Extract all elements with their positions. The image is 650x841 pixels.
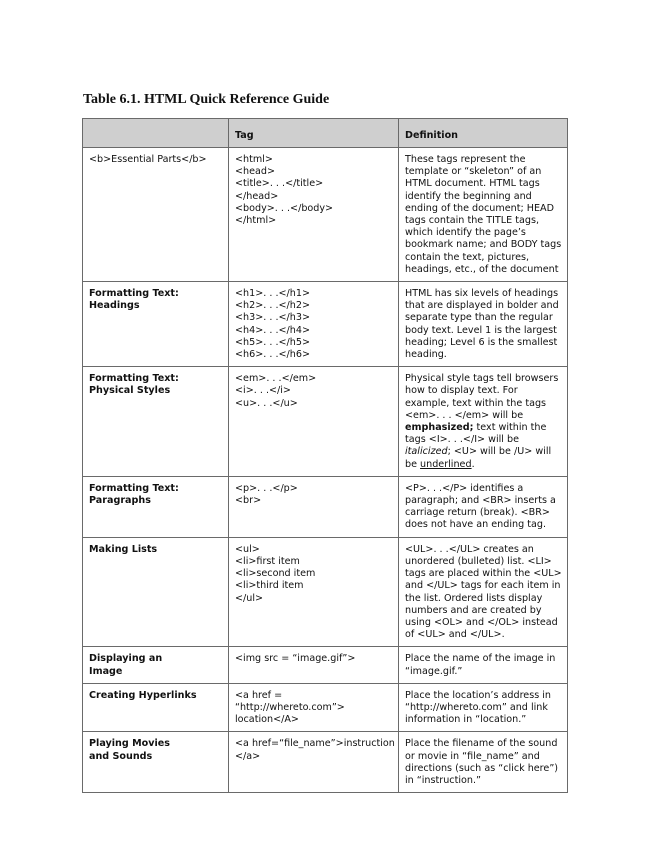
definition-text: <P>. . .</P> identifies a paragraph; and <BR> inserts a carriage return (break). <BR> does not have an ending tag. [405, 482, 556, 531]
topic-line: Formatting Text: [89, 373, 179, 385]
row-definition [399, 647, 568, 683]
row-tags [229, 683, 399, 732]
table-row [83, 683, 568, 732]
row-topic [83, 647, 229, 683]
definition-text: <UL>. . .</UL> creates an unordered (bulleted) list. <LI> tags are placed within the <UL> and </UL> tags for each item in the list. Ordered lists display numbers and are created by using <OL> and </OL> instead of <UL> and </UL>. [405, 543, 562, 641]
table-row [83, 476, 568, 537]
tag-line: <html> [235, 154, 273, 165]
tag-line: “http://whereto.com”> [235, 701, 345, 713]
header-definition: Definition [399, 119, 568, 148]
definition-emphasis: emphasized; [405, 422, 474, 434]
tag-line: <title>. . .</title> [235, 178, 324, 190]
row-definition [399, 476, 568, 537]
row-topic [83, 683, 229, 732]
tag-line: <h3>. . .</h3> [235, 312, 311, 324]
row-tags [229, 476, 399, 537]
tag-line: <br> [235, 495, 262, 507]
row-topic [83, 732, 229, 793]
tag-line: <em>. . .</em> [235, 373, 317, 385]
row-tags [229, 647, 399, 683]
topic-line: Playing Movies [89, 738, 170, 750]
row-topic [83, 476, 229, 537]
definition-part: ; <U> will be /U> will be [405, 446, 552, 470]
tag-line: </html> [235, 215, 277, 227]
table-row [83, 537, 568, 647]
tag-line: <li>first item [235, 555, 300, 567]
header-tag: Tag [229, 119, 399, 148]
definition-part: Physical style tags tell browsers how to display text. For example, text within the tags <em>. . . </em> will be [405, 373, 559, 421]
topic-line: Physical Styles [89, 385, 171, 397]
definition-text: Place the filename of the sound or movie in “file_name” and directions (such as “click here”) in “instruction.” [405, 738, 559, 786]
row-topic [83, 282, 229, 367]
definition-text: Place the name of the image in “image.gif.” [405, 653, 556, 677]
table-row [83, 367, 568, 477]
table-row [83, 647, 568, 683]
row-definition [399, 148, 568, 282]
definition-text: HTML has six levels of headings that are displayed in bolder and separate type than the regular body text. Level 1 is the largest heading; Level 6 is the smallest heading. [405, 288, 559, 361]
tag-line: <h2>. . .</h2> [235, 300, 311, 312]
row-tags [229, 367, 399, 477]
definition-italic: italicized [405, 446, 448, 458]
tag-line: <u>. . .</u> [235, 397, 298, 409]
row-tags [229, 732, 399, 793]
header-topic [83, 119, 229, 148]
topic-line: Formatting Text: [89, 482, 179, 494]
table-row [83, 148, 568, 282]
topic-line: Making Lists [89, 543, 158, 555]
tag-line: <h5>. . .</h5> [235, 336, 311, 348]
topic-line: Image [89, 665, 123, 677]
tag-line: <a href=“file_name”>instruction [235, 738, 395, 750]
topic-line: <b>Essential Parts</b> [89, 154, 207, 165]
row-topic [83, 367, 229, 477]
topic-line: Headings [89, 300, 140, 312]
table-caption: Table 6.1. HTML Quick Reference Guide [83, 92, 330, 107]
tag-line: <a href = [235, 689, 283, 701]
topic-line: Formatting Text: [89, 288, 179, 300]
table-row [83, 282, 568, 367]
tag-line: location</A> [235, 714, 299, 726]
tag-line: <h4>. . .</h4> [235, 324, 311, 336]
tag-line: <head> [235, 166, 276, 178]
row-tags [229, 282, 399, 367]
definition-text: Place the location’s address in “http://whereto.com” and link information in “location.” [405, 689, 552, 726]
tag-line: <h1>. . .</h1> [235, 288, 311, 300]
definition-underline: underlined [420, 458, 472, 470]
topic-line: Creating Hyperlinks [89, 689, 197, 701]
topic-line: Paragraphs [89, 495, 151, 507]
tag-line: <li>third item [235, 580, 304, 592]
tag-line: <ul> [235, 543, 260, 555]
row-definition [399, 367, 568, 477]
topic-line: Displaying an [89, 653, 163, 665]
tag-line: <body>. . .</body> [235, 202, 334, 214]
row-definition [399, 683, 568, 732]
row-definition [399, 537, 568, 647]
row-tags [229, 537, 399, 647]
tag-line: <h6>. . .</h6> [235, 349, 311, 361]
tag-line: <img src = “image.gif”> [235, 653, 356, 665]
tag-line: <li>second item [235, 568, 316, 580]
definition-part: . [471, 458, 475, 470]
table-header-row [83, 119, 568, 148]
row-definition [399, 282, 568, 367]
tag-line: </head> [235, 190, 279, 202]
row-tags [229, 148, 399, 282]
row-topic [83, 148, 229, 282]
tag-line: <p>. . .</p> [235, 482, 298, 494]
tag-line: </a> [235, 750, 261, 762]
row-topic [83, 537, 229, 647]
tag-line: </ul> [235, 592, 264, 604]
row-definition [399, 732, 568, 793]
table-row [83, 732, 568, 793]
tag-line: <i>. . .</i> [235, 385, 291, 397]
html-reference-table [82, 118, 568, 793]
definition-text: These tags represent the template or “skeleton” of an HTML document. HTML tags identify the beginning and ending of the document; HEAD tags contain the TITLE tags, which identify the page’s bookmark name; and BODY tags contain the text, pictures, headings, etc., of the document [405, 154, 562, 275]
definition-part: text within the tags <I>. . .</I> will be [405, 422, 547, 446]
definition-text [405, 373, 563, 471]
topic-line: and Sounds [89, 750, 153, 762]
